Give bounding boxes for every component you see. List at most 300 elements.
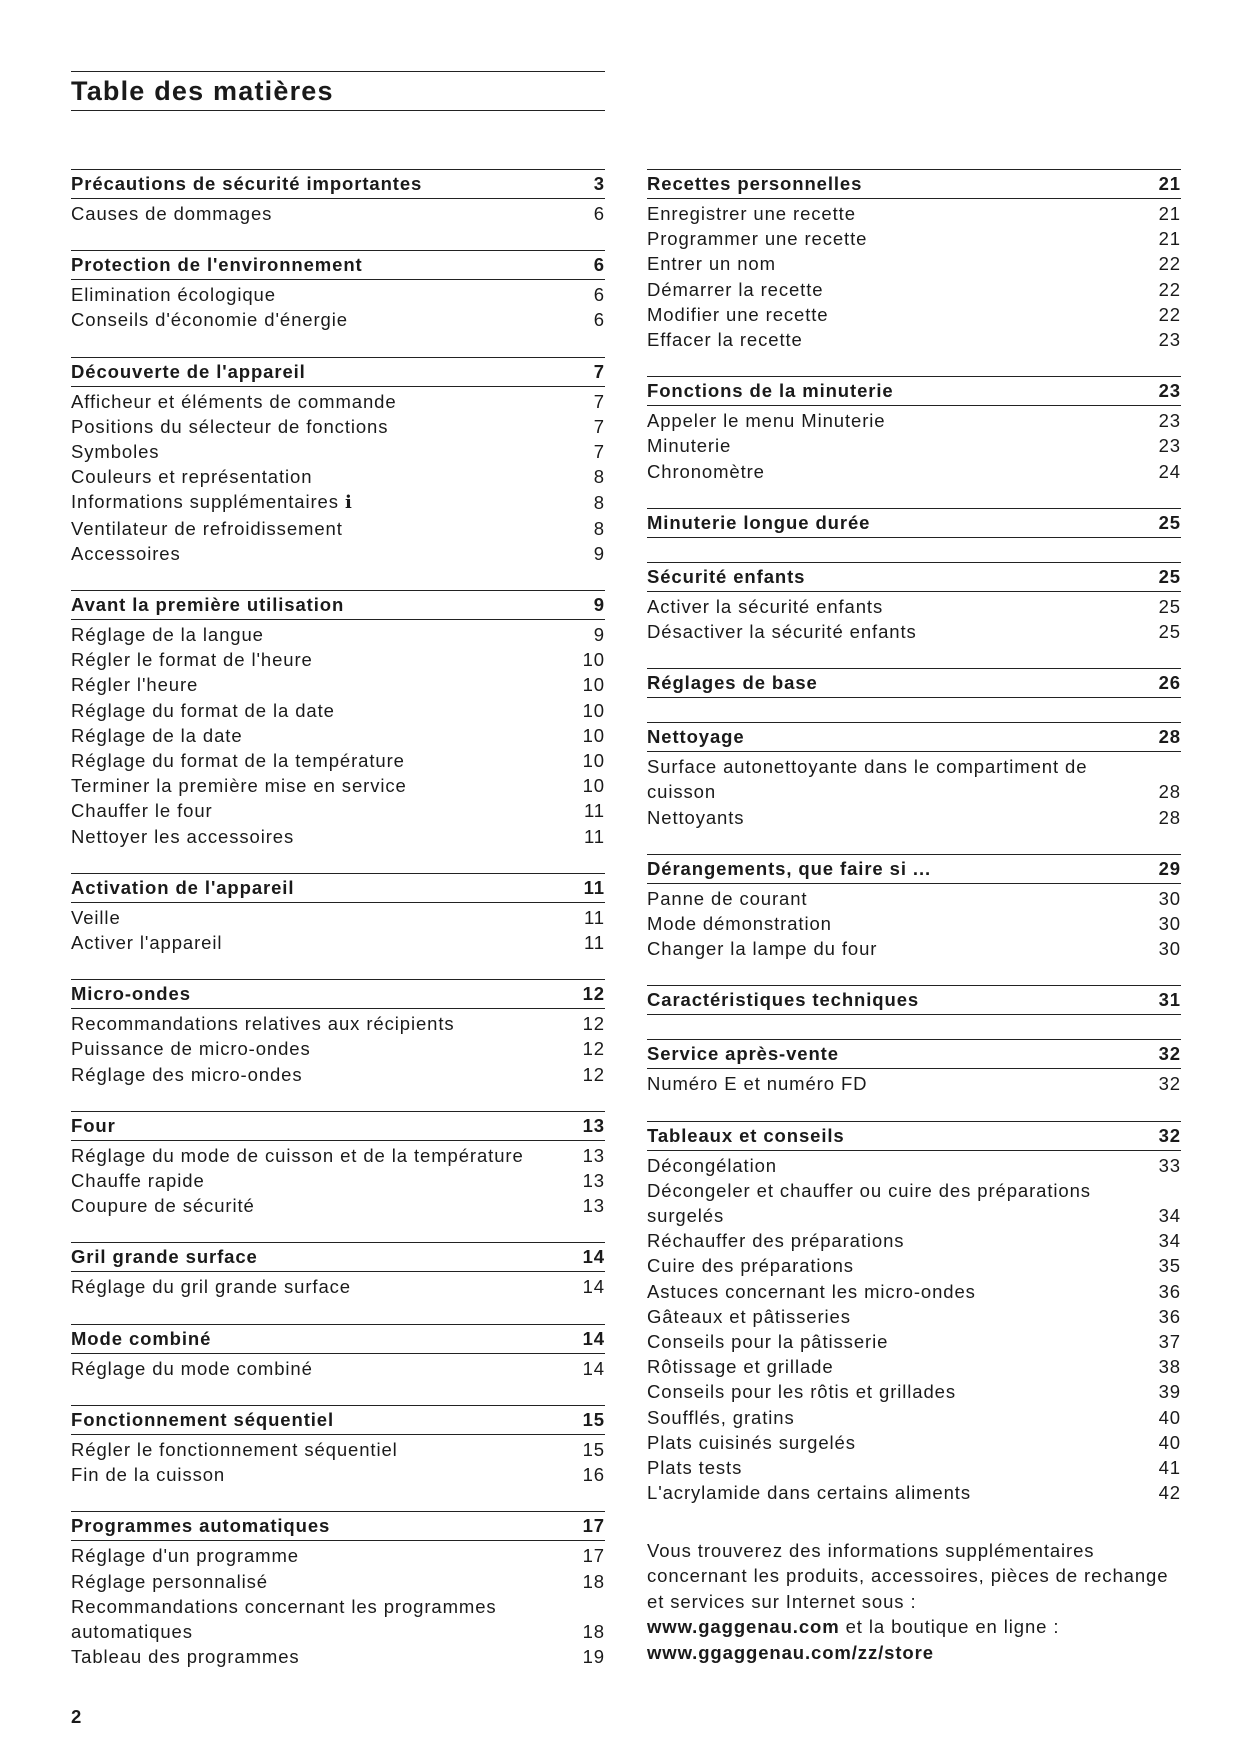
- toc-entry-title: [71, 930, 565, 955]
- toc-entry[interactable]: [71, 798, 605, 823]
- page-title: Table des matières: [71, 76, 334, 106]
- toc-entry-page: 13: [582, 1144, 605, 1166]
- toc-entry-title: [647, 1455, 1141, 1480]
- toc-entry[interactable]: [71, 439, 605, 464]
- toc-entry-page: 25: [1158, 595, 1181, 617]
- toc-entry[interactable]: [71, 1569, 605, 1594]
- toc-entry[interactable]: [71, 1143, 605, 1168]
- toc-entry-title: [647, 327, 1141, 352]
- toc-entry[interactable]: [647, 408, 1181, 433]
- toc-entry-title: [71, 201, 565, 226]
- toc-entry-text: Chauffer le four: [71, 800, 213, 822]
- toc-entry-title: [71, 489, 565, 515]
- toc-entry-page: 9: [593, 624, 605, 646]
- toc-entry-page: 30: [1158, 913, 1181, 935]
- toc-section-title: Protection de l'environnement: [71, 254, 363, 276]
- toc-entry-title: [71, 798, 565, 823]
- toc-section: [71, 590, 605, 849]
- toc-section-heading[interactable]: [647, 854, 1181, 884]
- toc-entry-text: Fin de la cuisson: [71, 1464, 226, 1486]
- toc-section-title: Caractéristiques techniques: [647, 989, 920, 1011]
- toc-entry-text: Coupure de sécurité: [71, 1195, 255, 1217]
- toc-entry-title: [647, 1304, 1141, 1329]
- toc-entry-text: Causes de dommages: [71, 203, 273, 224]
- toc-section-heading[interactable]: [71, 1242, 605, 1272]
- toc-section-heading[interactable]: [71, 1405, 605, 1435]
- toc-entry-page: 17: [582, 1545, 605, 1567]
- toc-entry-page: 6: [593, 284, 605, 306]
- toc-entry-title: [647, 1430, 1141, 1455]
- toc-entry-text: Positions du sélecteur de fonctions: [71, 415, 389, 437]
- toc-section: [71, 873, 605, 955]
- toc-right-sections: [647, 169, 1181, 1506]
- toc-section-title: Recettes personnelles: [647, 173, 863, 194]
- toc-entry[interactable]: [71, 748, 605, 773]
- toc-entry[interactable]: [71, 1437, 605, 1462]
- toc-entry-text: Réglage du gril grande surface: [71, 1276, 351, 1298]
- toc-entry-page: 23: [1158, 410, 1181, 432]
- toc-section: [647, 508, 1181, 538]
- toc-entry-text: Activer la sécurité enfants: [647, 595, 884, 617]
- toc-section: [647, 562, 1181, 644]
- toc-entry-title: [647, 754, 1141, 804]
- info-icon: i: [344, 492, 353, 514]
- toc-entry-text: Réglage du format de la date: [71, 699, 335, 721]
- toc-section-heading[interactable]: [647, 722, 1181, 752]
- toc-entry-text: Ventilateur de refroidissement: [71, 517, 343, 539]
- toc-entry[interactable]: [71, 389, 605, 414]
- toc-section: [71, 169, 605, 226]
- toc-entry-page: 38: [1158, 1356, 1181, 1378]
- toc-section: [71, 1242, 605, 1299]
- toc-entry[interactable]: [647, 302, 1181, 327]
- toc-entry-title: [647, 1253, 1141, 1278]
- toc-section-title: Avant la première utilisation: [71, 594, 345, 616]
- toc-entry-text: Régler le fonctionnement séquentiel: [71, 1438, 398, 1460]
- toc-entry[interactable]: [647, 1430, 1181, 1455]
- toc-entry[interactable]: [647, 1329, 1181, 1354]
- toc-entry[interactable]: [71, 541, 605, 566]
- toc-entry-text: Afficheur et éléments de commande: [71, 390, 397, 412]
- toc-entry-page: 13: [582, 1170, 605, 1192]
- toc-entry[interactable]: [647, 251, 1181, 276]
- toc-entry-text: Astuces concernant les micro-ondes: [647, 1280, 976, 1302]
- toc-entry-page: 40: [1158, 1406, 1181, 1428]
- toc-section-heading[interactable]: [71, 979, 605, 1009]
- toc-entry-title: [647, 936, 1141, 961]
- toc-entry-page: 16: [582, 1464, 605, 1486]
- toc-entry-title: [71, 647, 565, 672]
- toc-entry-title: [71, 1168, 565, 1193]
- toc-entry-page: 7: [593, 390, 605, 412]
- toc-entry-text: Décongélation: [647, 1154, 777, 1176]
- toc-entry-title: [647, 302, 1141, 327]
- toc-entry[interactable]: [71, 1011, 605, 1036]
- toc-section-heading[interactable]: [647, 668, 1181, 698]
- toc-section-page: 14: [582, 1246, 605, 1268]
- toc-section-heading[interactable]: [71, 169, 605, 199]
- toc-section-heading[interactable]: [71, 250, 605, 280]
- toc-entry-text: Symboles: [71, 441, 160, 463]
- toc-entry-page: 34: [1158, 1230, 1181, 1252]
- toc-entry-text: Recommandations concernant les programmes automatiques: [71, 1595, 497, 1642]
- toc-entry-text: Réglage de la date: [71, 724, 243, 746]
- toc-entry-page: 11: [583, 825, 605, 847]
- toc-entry[interactable]: [647, 1379, 1181, 1404]
- toc-entry[interactable]: [71, 414, 605, 439]
- toc-entry-page: 21: [1158, 203, 1181, 224]
- toc-entry-title: [71, 282, 565, 307]
- toc-entry-page: 7: [593, 441, 605, 463]
- toc-section-page: 14: [582, 1327, 605, 1349]
- toc-entry[interactable]: [647, 805, 1181, 830]
- toc-entry-page: 30: [1158, 887, 1181, 909]
- toc-section-heading[interactable]: [71, 1111, 605, 1141]
- toc-entry[interactable]: [71, 1356, 605, 1381]
- toc-entry-text: Couleurs et représentation: [71, 466, 313, 488]
- toc-entry-title: [647, 911, 1141, 936]
- toc-entry[interactable]: [647, 1405, 1181, 1430]
- web-info-text: Vous trouverez des informations supplémentaires concernant les produits, accessoires, pièces de rechange et services sur Internet sous :: [647, 1539, 1169, 1612]
- toc-entry-page: 11: [583, 932, 605, 954]
- toc-section-heading[interactable]: [71, 590, 605, 620]
- toc-section: [71, 357, 605, 566]
- toc-entry-page: 14: [582, 1357, 605, 1379]
- toc-entry-title: [647, 619, 1141, 644]
- toc-entry-text: Gâteaux et pâtisseries: [647, 1305, 851, 1327]
- toc-entry-page: 10: [582, 724, 605, 746]
- toc-section-title: Sécurité enfants: [647, 565, 806, 587]
- toc-entry-page: 25: [1158, 621, 1181, 643]
- toc-section-page: 6: [593, 254, 605, 276]
- toc-section: [71, 1405, 605, 1487]
- toc-entry-page: 18: [582, 1620, 605, 1642]
- toc-entry-page: 33: [1158, 1154, 1181, 1176]
- toc-entry[interactable]: [71, 930, 605, 955]
- toc-section-page: 29: [1158, 857, 1181, 879]
- toc-entry-title: [71, 464, 565, 489]
- toc-entry[interactable]: [71, 307, 605, 332]
- toc-entry-title: [71, 414, 565, 439]
- toc-entry-title: [71, 1569, 565, 1594]
- toc-entry-page: 15: [582, 1438, 605, 1460]
- toc-entry[interactable]: [71, 723, 605, 748]
- toc-entry[interactable]: [71, 1462, 605, 1487]
- toc-entry-page: 36: [1158, 1280, 1181, 1302]
- toc-entry[interactable]: [71, 647, 605, 672]
- toc-entry[interactable]: [647, 619, 1181, 644]
- toc-entry-page: 23: [1158, 329, 1181, 351]
- toc-entry-title: [71, 748, 565, 773]
- toc-entry-title: [71, 1274, 565, 1299]
- toc-entry-text: Rôtissage et grillade: [647, 1356, 834, 1378]
- toc-entry-page: 6: [593, 309, 605, 331]
- toc-entry-page: 11: [583, 906, 605, 928]
- toc-section: [71, 1111, 605, 1219]
- toc-entry-title: [71, 698, 565, 723]
- page-number: 2: [71, 1706, 83, 1727]
- toc-entry-page: 34: [1158, 1205, 1181, 1227]
- shop-text: et la boutique en ligne :: [839, 1616, 1060, 1637]
- toc-entry[interactable]: [647, 1178, 1181, 1228]
- toc-entry[interactable]: [647, 277, 1181, 302]
- toc-section: [647, 854, 1181, 962]
- toc-entry[interactable]: [647, 1304, 1181, 1329]
- toc-entry-page: 24: [1158, 460, 1181, 482]
- toc-entry-text: Surface autonettoyante dans le compartiment de cuisson: [647, 756, 1088, 803]
- toc-entry-text: Réglage d'un programme: [71, 1545, 299, 1567]
- toc-entry[interactable]: [647, 1071, 1181, 1096]
- toc-entry-title: [71, 389, 565, 414]
- toc-entry-text: Conseils d'économie d'énergie: [71, 309, 348, 331]
- toc-entry-text: Régler l'heure: [71, 674, 199, 696]
- toc-entry[interactable]: [71, 1036, 605, 1061]
- toc-entry[interactable]: [71, 1193, 605, 1218]
- toc-entry-text: Réglage personnalisé: [71, 1570, 268, 1592]
- toc-entry-text: Réglage des micro-ondes: [71, 1063, 303, 1085]
- toc-entry-title: [71, 1644, 565, 1669]
- toc-section-page: 32: [1158, 1043, 1181, 1065]
- toc-entry[interactable]: [647, 1153, 1181, 1178]
- toc-section-title: Four: [71, 1114, 116, 1136]
- toc-entry[interactable]: [71, 516, 605, 541]
- toc-entry-text: Enregistrer une recette: [647, 203, 856, 224]
- toc-entry-page: 22: [1158, 253, 1181, 275]
- toc-entry-page: 35: [1158, 1255, 1181, 1277]
- toc-section-title: Fonctionnement séquentiel: [71, 1408, 335, 1430]
- toc-entry-text: Nettoyants: [647, 806, 745, 828]
- toc-section-title: Fonctions de la minuterie: [647, 380, 894, 402]
- toc-entry-page: 7: [593, 415, 605, 437]
- toc-entry-title: [647, 594, 1141, 619]
- toc-entry-page: 10: [582, 674, 605, 696]
- toc-entry-text: Réglage de la langue: [71, 624, 264, 646]
- toc-entry-text: Puissance de micro-ondes: [71, 1038, 311, 1060]
- toc-entry-page: 14: [582, 1276, 605, 1298]
- toc-section-title: Découverte de l'appareil: [71, 360, 306, 382]
- toc-section-title: Précautions de sécurité importantes: [71, 173, 423, 194]
- toc-entry-title: [71, 1543, 565, 1568]
- toc-section-heading[interactable]: [71, 1324, 605, 1354]
- toc-entry[interactable]: [71, 1062, 605, 1087]
- toc-entry-text: Chronomètre: [647, 460, 765, 482]
- toc-entry-title: [71, 1062, 565, 1087]
- toc-section-title: Dérangements, que faire si ...: [647, 857, 932, 879]
- toc-entry-text: Réglage du mode combiné: [71, 1357, 313, 1379]
- toc-entry-page: 12: [582, 1063, 605, 1085]
- toc-entry[interactable]: [647, 1480, 1181, 1505]
- toc-section-page: 25: [1158, 511, 1181, 533]
- toc-entry[interactable]: [71, 1168, 605, 1193]
- toc-entry-page: 10: [582, 649, 605, 671]
- toc-entry-title: [647, 1480, 1141, 1505]
- toc-entry-text: Réglage du format de la température: [71, 750, 405, 772]
- toc-section-heading[interactable]: [647, 1121, 1181, 1151]
- toc-section-heading[interactable]: [647, 508, 1181, 538]
- toc-entry-page: 30: [1158, 938, 1181, 960]
- toc-entry[interactable]: [71, 622, 605, 647]
- toc-entry-text: Chauffe rapide: [71, 1170, 205, 1192]
- toc-section: [647, 722, 1181, 830]
- toc-entry-title: [647, 1405, 1141, 1430]
- toc-entry-page: 28: [1158, 781, 1181, 803]
- toc-entry-page: 40: [1158, 1431, 1181, 1453]
- toc-entry-text: Soufflés, gratins: [647, 1406, 795, 1428]
- toc-entry[interactable]: [647, 1228, 1181, 1253]
- toc-entry-title: [71, 622, 565, 647]
- toc-entry-page: 39: [1158, 1381, 1181, 1403]
- toc-section-heading[interactable]: [647, 169, 1181, 199]
- toc-section: [71, 1511, 605, 1669]
- toc-section-page: 15: [582, 1408, 605, 1430]
- toc-entry[interactable]: [71, 672, 605, 697]
- toc-entry-text: Réchauffer des préparations: [647, 1230, 905, 1252]
- toc-entry[interactable]: [71, 489, 605, 515]
- toc-section: [647, 668, 1181, 698]
- toc-entry[interactable]: [71, 773, 605, 798]
- toc-entry-page: 28: [1158, 806, 1181, 828]
- gaggenau-website-link[interactable]: www.gaggenau.com: [647, 1616, 840, 1637]
- toc-entry[interactable]: [647, 1455, 1181, 1480]
- toc-section: [647, 1121, 1181, 1506]
- toc-entry-title: [71, 516, 565, 541]
- toc-entry-text: Changer la lampe du four: [647, 938, 878, 960]
- toc-entry[interactable]: [647, 1279, 1181, 1304]
- toc-entry[interactable]: [71, 905, 605, 930]
- toc-entry-text: Activer l'appareil: [71, 932, 223, 954]
- toc-entry-title: [71, 723, 565, 748]
- toc-section-heading[interactable]: [71, 873, 605, 903]
- toc-entry-title: [71, 1462, 565, 1487]
- toc-section: [647, 985, 1181, 1015]
- toc-section: [71, 1324, 605, 1381]
- toc-entry[interactable]: [647, 936, 1181, 961]
- toc-entry-title: [71, 1193, 565, 1218]
- toc-section-page: 7: [593, 360, 605, 382]
- toc-entry-page: 41: [1158, 1457, 1181, 1479]
- toc-entry[interactable]: [71, 1594, 605, 1644]
- toc-section-heading[interactable]: [647, 985, 1181, 1015]
- toc-entry[interactable]: [647, 201, 1181, 226]
- toc-section-heading[interactable]: [647, 562, 1181, 592]
- toc-entry-title: [71, 1011, 565, 1036]
- toc-section: [71, 979, 605, 1087]
- toc-entry-page: 22: [1158, 278, 1181, 300]
- toc-section-heading[interactable]: [647, 376, 1181, 406]
- toc-entry-title: [647, 459, 1141, 484]
- gaggenau-store-link[interactable]: www.ggaggenau.com/zz/store: [647, 1641, 934, 1663]
- toc-entry[interactable]: [71, 464, 605, 489]
- toc-entry[interactable]: [71, 1644, 605, 1669]
- toc-entry-title: [647, 886, 1141, 911]
- toc-entry-title: [647, 1153, 1141, 1178]
- toc-entry[interactable]: [71, 1274, 605, 1299]
- toc-entry-text: Nettoyer les accessoires: [71, 825, 295, 847]
- toc-entry[interactable]: [647, 886, 1181, 911]
- toc-entry-title: [647, 805, 1141, 830]
- page-header: [71, 71, 605, 111]
- toc-entry[interactable]: [647, 226, 1181, 251]
- toc-entry-text: Panne de courant: [647, 887, 808, 909]
- toc-entry[interactable]: [71, 1543, 605, 1568]
- toc-section-page: 12: [582, 983, 605, 1005]
- toc-entry-title: [71, 1143, 565, 1168]
- toc-entry-page: 23: [1158, 435, 1181, 457]
- toc-right-column: [647, 169, 1181, 1665]
- toc-entry[interactable]: [647, 911, 1181, 936]
- toc-section: [647, 1039, 1181, 1096]
- toc-entry-text: Réglage du mode de cuisson et de la température: [71, 1144, 524, 1166]
- toc-section-title: Tableaux et conseils: [647, 1124, 845, 1146]
- toc-entry-title: [71, 307, 565, 332]
- toc-entry-title: [71, 541, 565, 566]
- toc-entry[interactable]: [71, 201, 605, 226]
- toc-section-page: 31: [1158, 989, 1181, 1011]
- toc-entry[interactable]: [71, 282, 605, 307]
- toc-section-heading[interactable]: [647, 1039, 1181, 1069]
- web-info-note: [647, 1538, 1181, 1666]
- toc-entry[interactable]: [647, 1253, 1181, 1278]
- toc-entry-title: [71, 439, 565, 464]
- toc-entry-page: 36: [1158, 1305, 1181, 1327]
- toc-entry[interactable]: [647, 459, 1181, 484]
- toc-entry-page: 8: [593, 466, 605, 488]
- toc-entry-text: Minuterie: [647, 435, 732, 457]
- toc-section-title: Mode combiné: [71, 1327, 212, 1349]
- toc-entry-page: 37: [1158, 1331, 1181, 1353]
- toc-entry-page: 10: [582, 699, 605, 721]
- toc-entry-page: 8: [593, 517, 605, 539]
- toc-section-heading[interactable]: [71, 357, 605, 387]
- toc-entry-title: [647, 1071, 1141, 1096]
- toc-entry-title: [71, 1437, 565, 1462]
- toc-entry[interactable]: [71, 698, 605, 723]
- toc-section-page: 32: [1158, 1124, 1181, 1146]
- toc-entry-text: Plats cuisinés surgelés: [647, 1431, 856, 1453]
- toc-section-heading[interactable]: [71, 1511, 605, 1541]
- toc-entry-page: 9: [593, 542, 605, 564]
- toc-section-title: Service après-vente: [647, 1043, 839, 1065]
- toc-entry-title: [647, 277, 1141, 302]
- toc-entry[interactable]: [647, 327, 1181, 352]
- toc-section-page: 23: [1158, 380, 1181, 402]
- toc-section-page: 13: [582, 1114, 605, 1136]
- toc-entry-title: [647, 408, 1141, 433]
- toc-entry-text: Accessoires: [71, 542, 181, 564]
- toc-entry-text: Modifier une recette: [647, 303, 829, 325]
- toc-entry-text: Démarrer la recette: [647, 278, 824, 300]
- toc-section-title: Micro-ondes: [71, 983, 191, 1005]
- toc-entry-text: L'acrylamide dans certains aliments: [647, 1482, 971, 1504]
- toc-left-column: [71, 169, 605, 1693]
- toc-entry-title: [647, 1354, 1141, 1379]
- toc-section-page: 11: [583, 876, 605, 898]
- toc-entry-title: [71, 773, 565, 798]
- toc-entry-page: 19: [582, 1646, 605, 1668]
- toc-entry[interactable]: [647, 594, 1181, 619]
- toc-entry[interactable]: [647, 1354, 1181, 1379]
- toc-entry-title: [647, 1228, 1141, 1253]
- toc-entry[interactable]: [647, 754, 1181, 804]
- toc-entry[interactable]: [71, 824, 605, 849]
- toc-entry-page: 18: [582, 1570, 605, 1592]
- toc-section-title: Nettoyage: [647, 726, 745, 748]
- toc-entry[interactable]: [647, 433, 1181, 458]
- toc-entry-text: Régler le format de l'heure: [71, 649, 313, 671]
- toc-entry-page: 21: [1158, 228, 1181, 250]
- toc-entry-page: 42: [1158, 1482, 1181, 1504]
- toc-entry-text: Terminer la première mise en service: [71, 775, 407, 797]
